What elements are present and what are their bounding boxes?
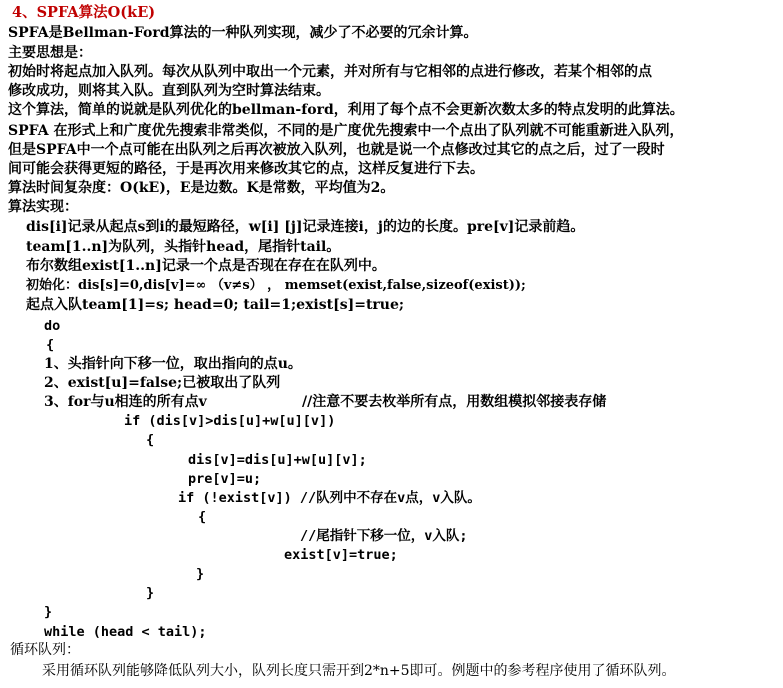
circular-queue-label: 循环队列：: [10, 642, 80, 658]
implementation-label: 算法实现：: [8, 199, 78, 215]
impl-line: team[1..n]为队列，头指针head，尾指针tail。: [26, 239, 341, 255]
impl-line: 起点入队team[1]=s; head=0; tail=1;exist[s]=true;: [26, 297, 405, 313]
code-step-2: 2、exist[u]=false;已被取出了队列: [44, 375, 281, 391]
impl-line: 布尔数组exist[1..n]记录一个点是否现在存在在队列中。: [26, 258, 386, 274]
code-exist-true: exist[v]=true;: [284, 547, 398, 563]
code-do: do: [44, 318, 61, 334]
code-brace-open: {: [146, 432, 155, 448]
code-step-3-comment: //注意不要去枚举所有点，用数组模拟邻接表存储: [302, 394, 607, 410]
impl-line: 初始化：dis[s]=0,dis[v]=∞ （v≠s） ， memset(exist,false,sizeof(exist));: [26, 278, 526, 293]
summary-line: 这个算法，简单的说就是队列优化的bellman-ford，利用了每个点不会更新次数太多的特点发明的此算法。: [8, 102, 684, 118]
compare-line-1: SPFA 在形式上和广度优先搜索非常类似，不同的是广度优先搜索中一个点出了队列就不可能重新进入队列，: [8, 123, 684, 139]
code-brace-close: }: [196, 566, 205, 582]
code-if-relax: if (dis[v]>dis[u]+w[u][v]): [124, 413, 336, 429]
main-idea-label: 主要思想是：: [8, 45, 92, 61]
code-step-1: 1、头指针向下移一位，取出指向的点u。: [44, 356, 302, 372]
compare-line-3: 间可能会获得更短的路径，于是再次用来修改其它的点，这样反复进行下去。: [8, 161, 484, 177]
code-assign-dis: dis[v]=dis[u]+w[u][v];: [188, 452, 367, 468]
code-brace-close: }: [146, 585, 155, 601]
code-if-exist: if (!exist[v]) //队列中不存在v点，v入队。: [178, 490, 481, 506]
code-brace-close: }: [44, 604, 53, 620]
main-idea-line-1: 初始时将起点加入队列。每次从队列中取出一个元素，并对所有与它相邻的点进行修改，若某个相邻的点: [8, 64, 652, 80]
section-heading: 4、SPFA算法O(kE): [12, 4, 156, 21]
circular-queue-text: 采用循环队列能够降低队列大小，队列长度只需开到2*n+5即可。例题中的参考程序使用了循环队列。: [42, 663, 676, 679]
code-step-3: 3、for与u相连的所有点v: [44, 394, 207, 410]
code-assign-pre: pre[v]=u;: [188, 471, 262, 487]
complexity-line: 算法时间复杂度：O(kE)，E是边数。K是常数，平均值为2。: [8, 180, 395, 196]
code-brace-open: {: [198, 509, 207, 525]
code-while: while (head < tail);: [44, 624, 207, 640]
code-brace-open: {: [46, 337, 55, 353]
impl-line: dis[i]记录从起点s到i的最短路径，w[i] [j]记录连接i，j的边的长度。pre[v]记录前趋。: [26, 219, 585, 235]
compare-line-2: 但是SPFA中一个点可能在出队列之后再次被放入队列，也就是说一个点修改过其它的点之后，过了一段时: [8, 142, 665, 158]
intro-line: SPFA是Bellman-Ford算法的一种队列实现，减少了不必要的冗余计算。: [8, 25, 478, 41]
code-tail-comment: //尾指针下移一位，v入队;: [300, 528, 468, 544]
main-idea-line-2: 修改成功，则将其入队。直到队列为空时算法结束。: [8, 83, 330, 99]
